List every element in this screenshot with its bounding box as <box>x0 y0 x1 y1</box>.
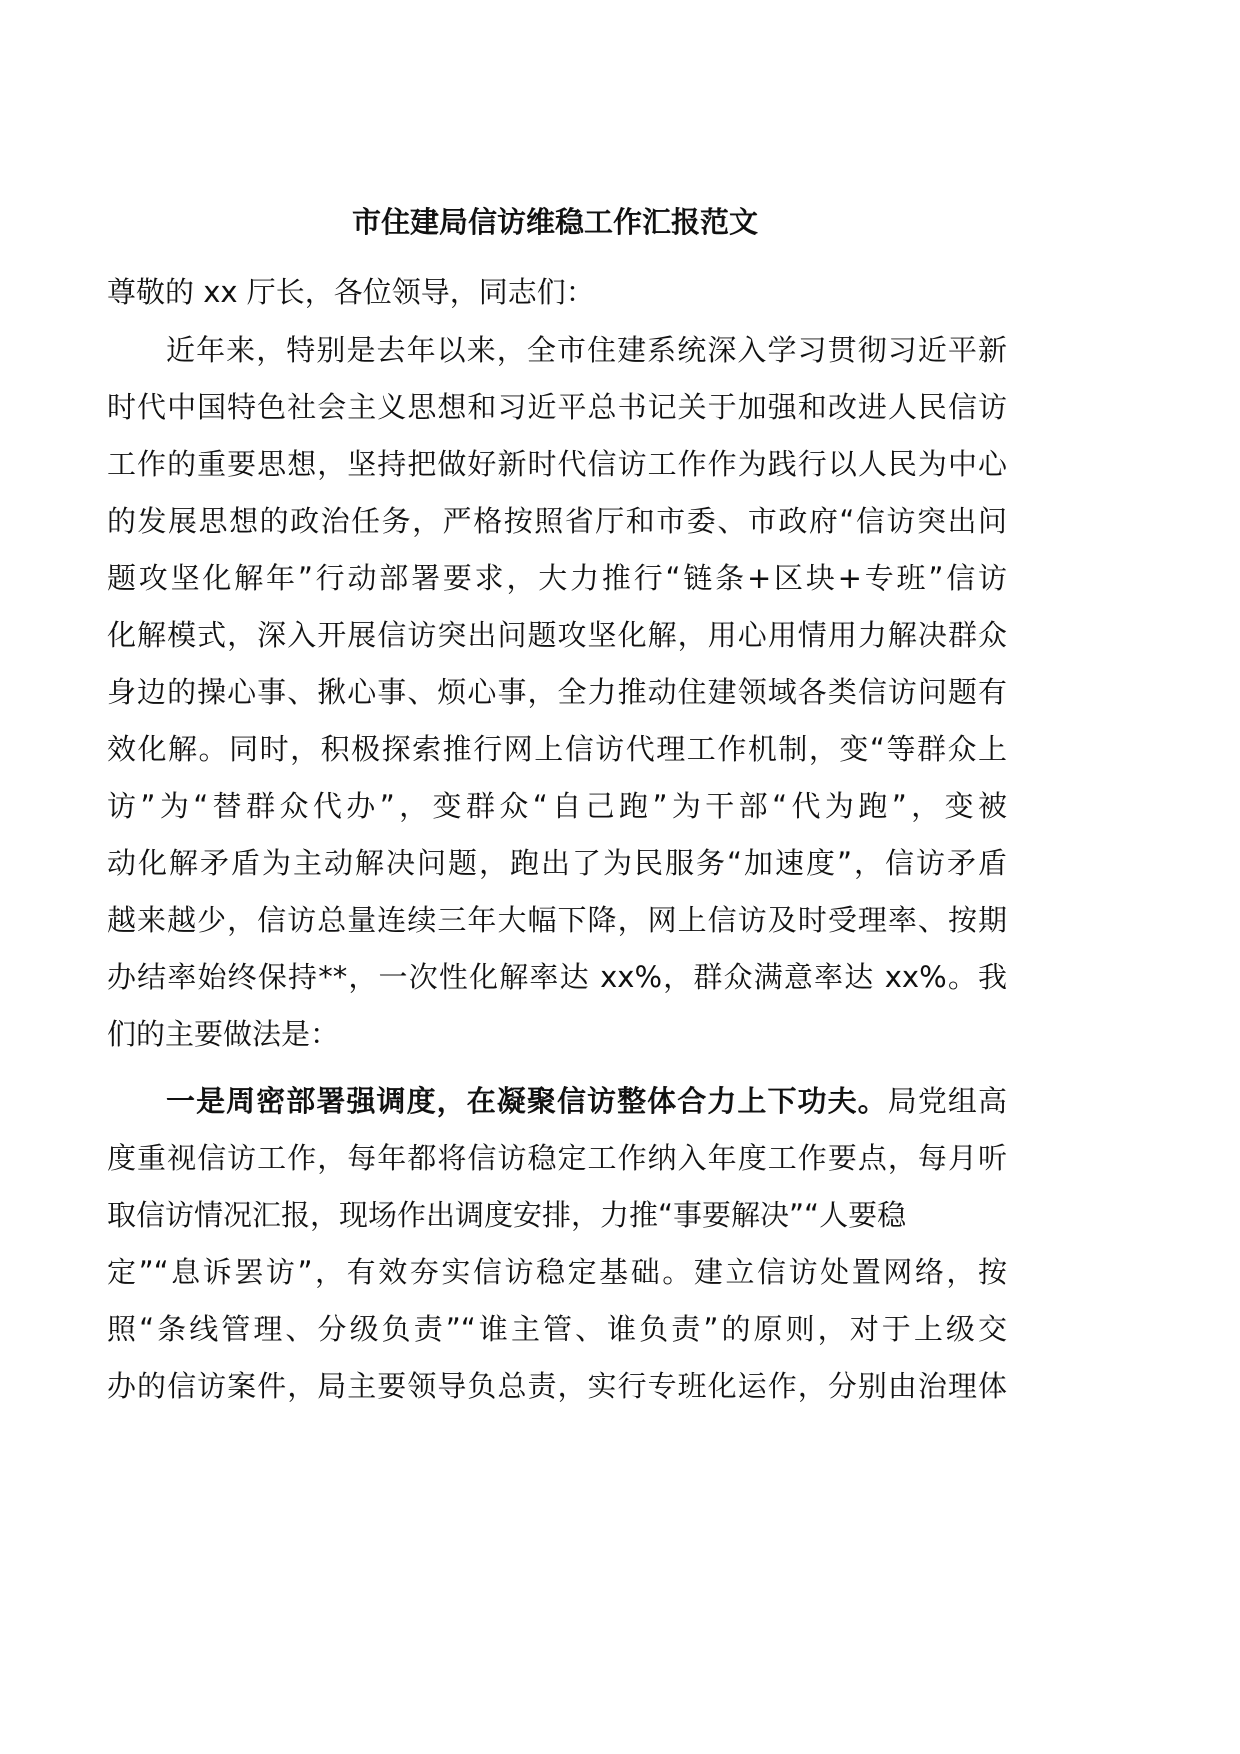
paragraph-line: 效化解。同时，积极探索推行网上信访代理工作机制，变“等群众上 <box>107 732 1007 766</box>
paragraph-line: 取信访情况汇报，现场作出调度安排，力推“事要解决”“人要稳 <box>107 1198 907 1232</box>
paragraph-line: 照“条线管理、分级负责”“谁主管、谁负责”的原则，对于上级交 <box>107 1312 1007 1346</box>
paragraph-line: 身边的操心事、揪心事、烦心事，全力推动住建领域各类信访问题有 <box>107 675 1007 709</box>
paragraph-line: 的发展思想的政治任务，严格按照省厅和市委、市政府“信访突出问 <box>107 504 1007 538</box>
paragraph-line: 动化解矛盾为主动解决问题，跑出了为民服务“加速度”，信访矛盾 <box>107 846 1007 880</box>
paragraph-line: 们的主要做法是： <box>107 1017 340 1051</box>
paragraph-line: 定”“息诉罢访”，有效夯实信访稳定基础。建立信访处置网络，按 <box>107 1255 1007 1289</box>
paragraph-line: 度重视信访工作，每年都将信访稳定工作纳入年度工作要点，每月听 <box>107 1141 1007 1175</box>
paragraph-line: 题攻坚化解年”行动部署要求，大力推行“链条+区块+专班”信访 <box>107 561 1007 595</box>
document-title: 市住建局信访维稳工作汇报范文 <box>351 205 758 239</box>
paragraph-line: 化解模式，深入开展信访突出问题攻坚化解，用心用情用力解决群众 <box>107 618 1007 652</box>
paragraph-line <box>166 1081 1007 1121</box>
section-heading-continuation: 局党组高 <box>887 1084 1007 1118</box>
section-heading: 一是周密部署强调度，在凝聚信访整体合力上下功夫。 <box>166 1084 888 1118</box>
paragraph-line: 近年来，特别是去年以来，全市住建系统深入学习贯彻习近平新 <box>166 333 1007 367</box>
paragraph-line: 工作的重要思想，坚持把做好新时代信访工作作为践行以人民为中心 <box>107 447 1007 481</box>
paragraph-line: 越来越少，信访总量连续三年大幅下降，网上信访及时受理率、按期 <box>107 903 1007 937</box>
paragraph-line: 时代中国特色社会主义思想和习近平总书记关于加强和改进人民信访 <box>107 390 1007 424</box>
paragraph-line: 访”为“替群众代办”，变群众“自己跑”为干部“代为跑”，变被 <box>107 789 1007 823</box>
salutation: 尊敬的 xx 厅长，各位领导，同志们： <box>107 275 595 309</box>
paragraph-line: 办结率始终保持**，一次性化解率达 xx%，群众满意率达 xx%。我 <box>107 960 1007 994</box>
paragraph-line: 办的信访案件，局主要领导负总责，实行专班化运作，分别由治理体 <box>107 1369 1007 1403</box>
